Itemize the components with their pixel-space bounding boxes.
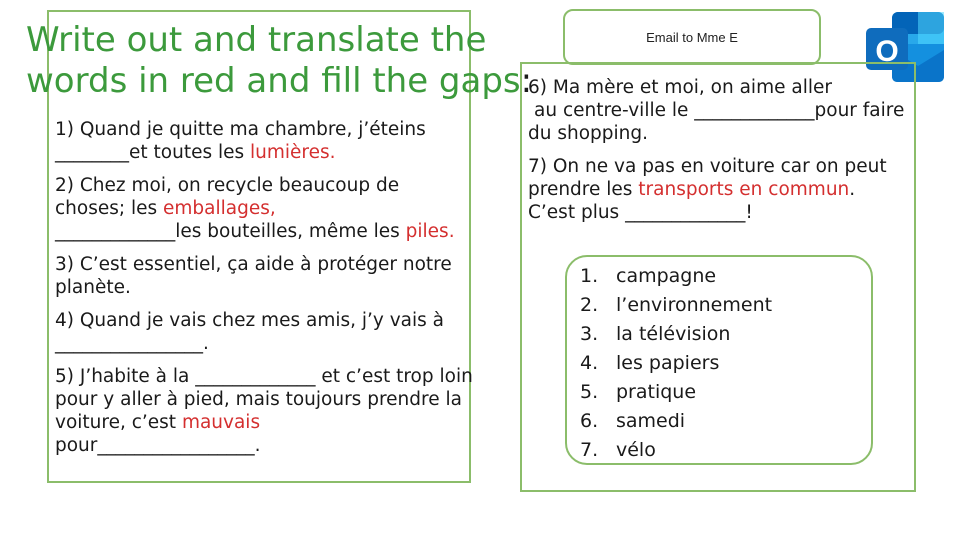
title-line-1: Write out and translate the — [26, 20, 487, 60]
sentence-4-text: 4) Quand je vais chez mes amis, j’y vais à — [55, 310, 445, 331]
sentence-5-gap: pour_________________. — [55, 435, 261, 456]
sentence-2-gap: _____________les bouteilles, même les — [55, 221, 406, 242]
exercise-sentences-left — [55, 118, 475, 467]
word-bank-list — [580, 262, 772, 465]
sentence-5 — [55, 365, 475, 457]
sentence-5-text: 5) J’habite à la _____________ et c’est trop loin pour y aller à pied, mais toujours prendre la voiture, c’est — [55, 366, 473, 433]
email-teacher-button[interactable] — [563, 9, 821, 65]
sentence-2 — [55, 174, 475, 243]
exercise-sentences-right — [528, 76, 913, 234]
sentence-1 — [55, 118, 475, 164]
sentence-2-red-word-1: emballages, — [163, 198, 276, 219]
sentence-1-red-word: lumières. — [250, 142, 336, 163]
word-bank-item: 5. pratique — [580, 381, 697, 403]
sentence-7-period: . — [849, 179, 856, 200]
title-colon: : — [520, 61, 533, 101]
email-button-label: Email to Mme E — [646, 29, 738, 45]
word-bank-item: 3. la télévision — [580, 323, 731, 345]
page-title — [26, 20, 546, 102]
word-bank-item: 4. les papiers — [580, 352, 720, 374]
sentence-7-gap: C’est plus _____________! — [528, 202, 753, 223]
sentence-7 — [528, 155, 913, 224]
sentence-3-text: 3) C’est essentiel, ça aide à protéger notre planète. — [55, 254, 452, 298]
sentence-5-red-word: mauvais — [181, 412, 261, 433]
sentence-4 — [55, 309, 475, 355]
word-bank-item: 7. vélo — [580, 439, 656, 461]
sentence-7-text: 7) On ne va pas en voiture car on peut prendre les — [528, 156, 887, 200]
outlook-letter: O — [875, 35, 899, 68]
sentence-2-text: 2) Chez moi, on recycle beaucoup de choses; les — [55, 175, 400, 219]
sentence-2-red-word-2: piles. — [405, 221, 455, 242]
sentence-1-text: 1) Quand je quitte ma chambre, j’éteins — [55, 119, 426, 140]
sentence-1-gap: ________et toutes les — [55, 142, 251, 163]
sentence-3 — [55, 253, 475, 299]
sentence-4-gap: ________________. — [55, 333, 209, 354]
sentence-6-text: 6) Ma mère et moi, on aime aller — [528, 77, 832, 98]
sentence-6-gap: au centre-ville le _____________pour faire du shopping. — [528, 100, 905, 144]
word-bank-item: 1. campagne — [580, 265, 717, 287]
sentence-6 — [528, 76, 913, 145]
sentence-7-red-word: transports en commun — [638, 179, 850, 200]
word-bank-item: 2. l’environnement — [580, 294, 773, 316]
word-bank-item: 6. samedi — [580, 410, 686, 432]
title-line-2: words in red and fill the gaps — [26, 61, 521, 101]
